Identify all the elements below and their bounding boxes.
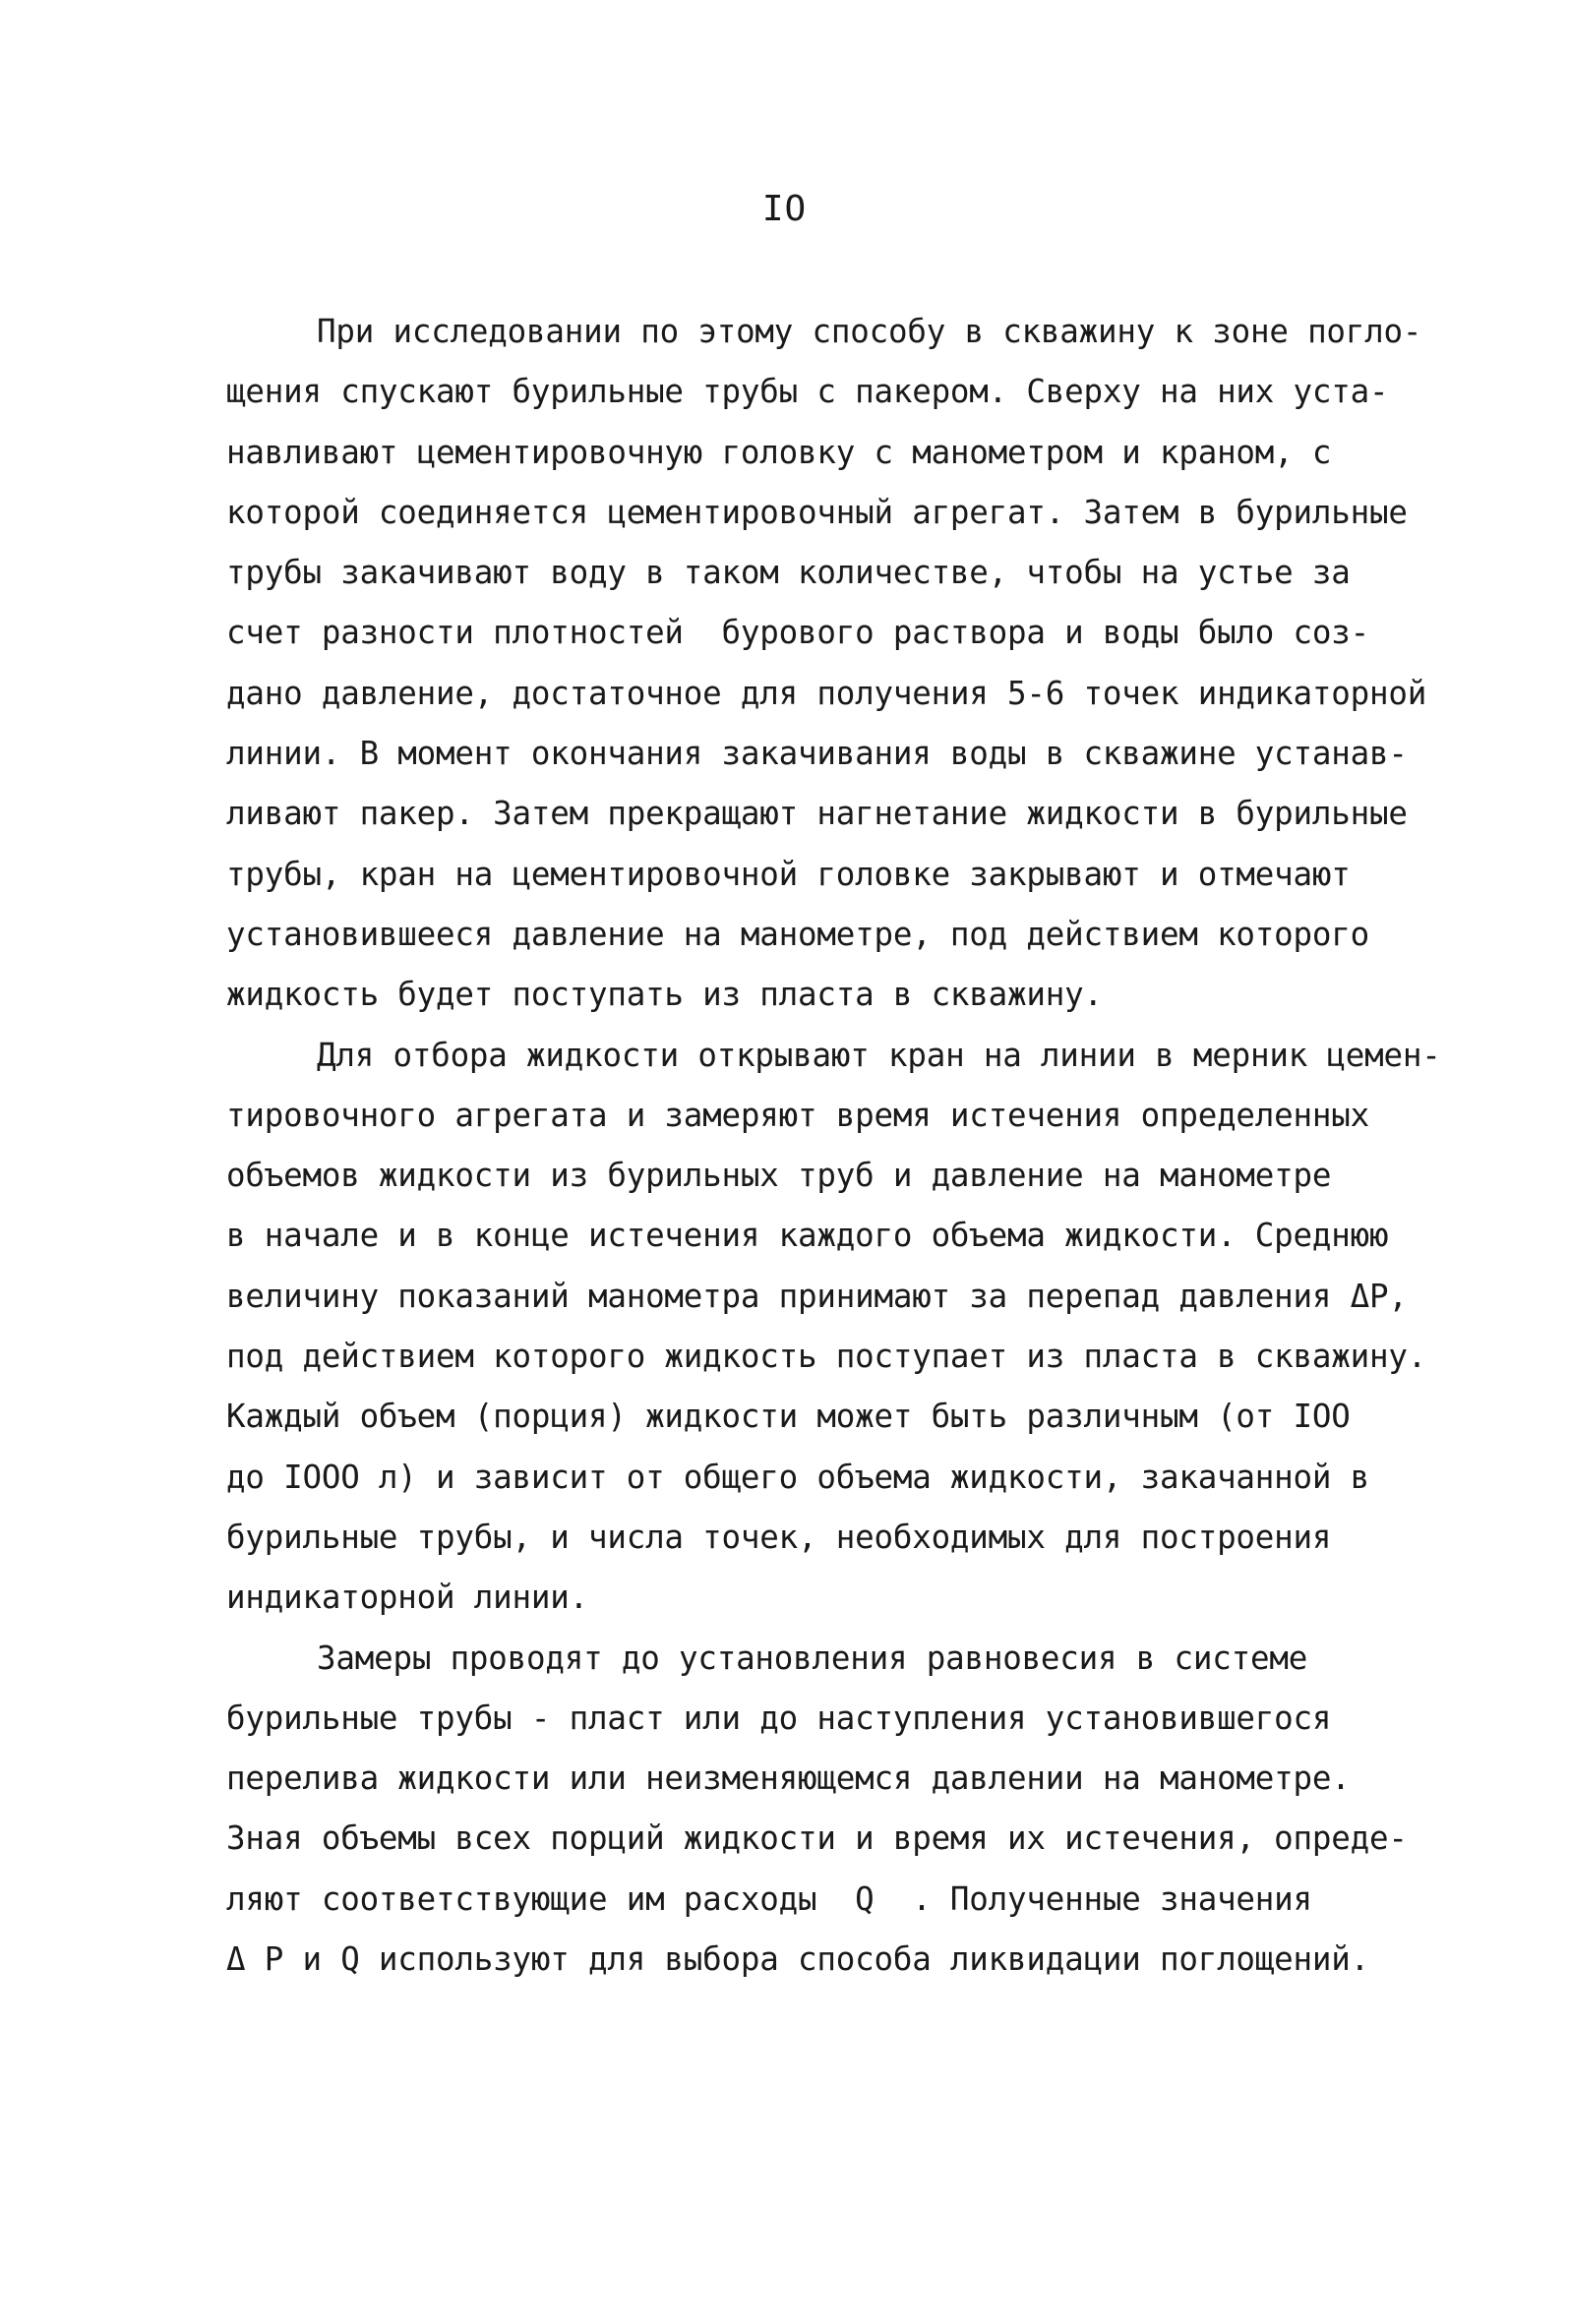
text-line: щения спускают бурильные трубы с пакером. Сверху на них уста- (226, 373, 1389, 411)
text-line: Замеры проводят до установления равновесия в системе (317, 1639, 1308, 1677)
text-line: трубы закачивают воду в таком количестве, чтобы на устье за (226, 554, 1351, 592)
text-line: навливают цементировочную головку с манометром и краном, с (226, 433, 1332, 471)
text-line: трубы, кран на цементировочной головке закрывают и отмечают (226, 855, 1351, 893)
text-line: бурильные трубы - пласт или до наступления установившегося (226, 1698, 1332, 1737)
paragraph (226, 1026, 1456, 1629)
text-line: ляют соответствующие им расходы Q . Полученные значения (226, 1879, 1312, 1918)
text-line: до IOOO л) и зависит от общего объема жидкости, закачанной в (226, 1458, 1369, 1496)
text-line: установившееся давление на манометре, под действием которого (226, 915, 1369, 953)
text-line: Δ P и Q используют для выбора способа ликвидации поглощений. (226, 1940, 1369, 1979)
text-line: Каждый объем (порция) жидкости может быть различным (от IOO (226, 1398, 1351, 1436)
text-line: объемов жидкости из бурильных труб и давление на манометре (226, 1157, 1332, 1195)
text-line: величину показаний манометра принимают за перепад давления ΔP, (226, 1277, 1408, 1315)
text-line: При исследовании по этому способу в скважину к зоне погло- (317, 313, 1422, 350)
text-line: под действием которого жидкость поступает из пласта в скважину. (226, 1338, 1427, 1376)
text-line: Для отбора жидкости открывают кран на линии в мерник цемен- (317, 1036, 1441, 1074)
text-line: которой соединяется цементировочный агрегат. Затем в бурильные (226, 493, 1408, 531)
paragraph (226, 1629, 1456, 1991)
text-line: в начале и в конце истечения каждого объема жидкости. Среднюю (226, 1217, 1389, 1255)
text-line: жидкость будет поступать из пласта в скважину. (226, 976, 1103, 1014)
paragraph (226, 302, 1456, 1026)
text-line: Зная объемы всех порций жидкости и время их истечения, опреде- (226, 1819, 1408, 1858)
text-line: счет разности плотностей бурового раствора и воды было соз- (226, 614, 1369, 652)
text-line: бурильные трубы, и числа точек, необходимых для построения (226, 1518, 1332, 1556)
page-number: IO (761, 189, 808, 229)
text-line: линии. В момент окончания закачивания воды в скважине устанав- (226, 735, 1408, 773)
text-line: ливают пакер. Затем прекращают нагнетание жидкости в бурильные (226, 795, 1408, 833)
text-line: перелива жидкости или неизменяющемся давлении на манометре. (226, 1759, 1351, 1798)
text-line: дано давление, достаточное для получения 5-6 точек индикаторной (226, 674, 1427, 712)
body-text (226, 302, 1456, 1990)
text-line: тировочного агрегата и замеряют время истечения определенных (226, 1096, 1369, 1134)
text-line: индикаторной линии. (226, 1579, 588, 1617)
